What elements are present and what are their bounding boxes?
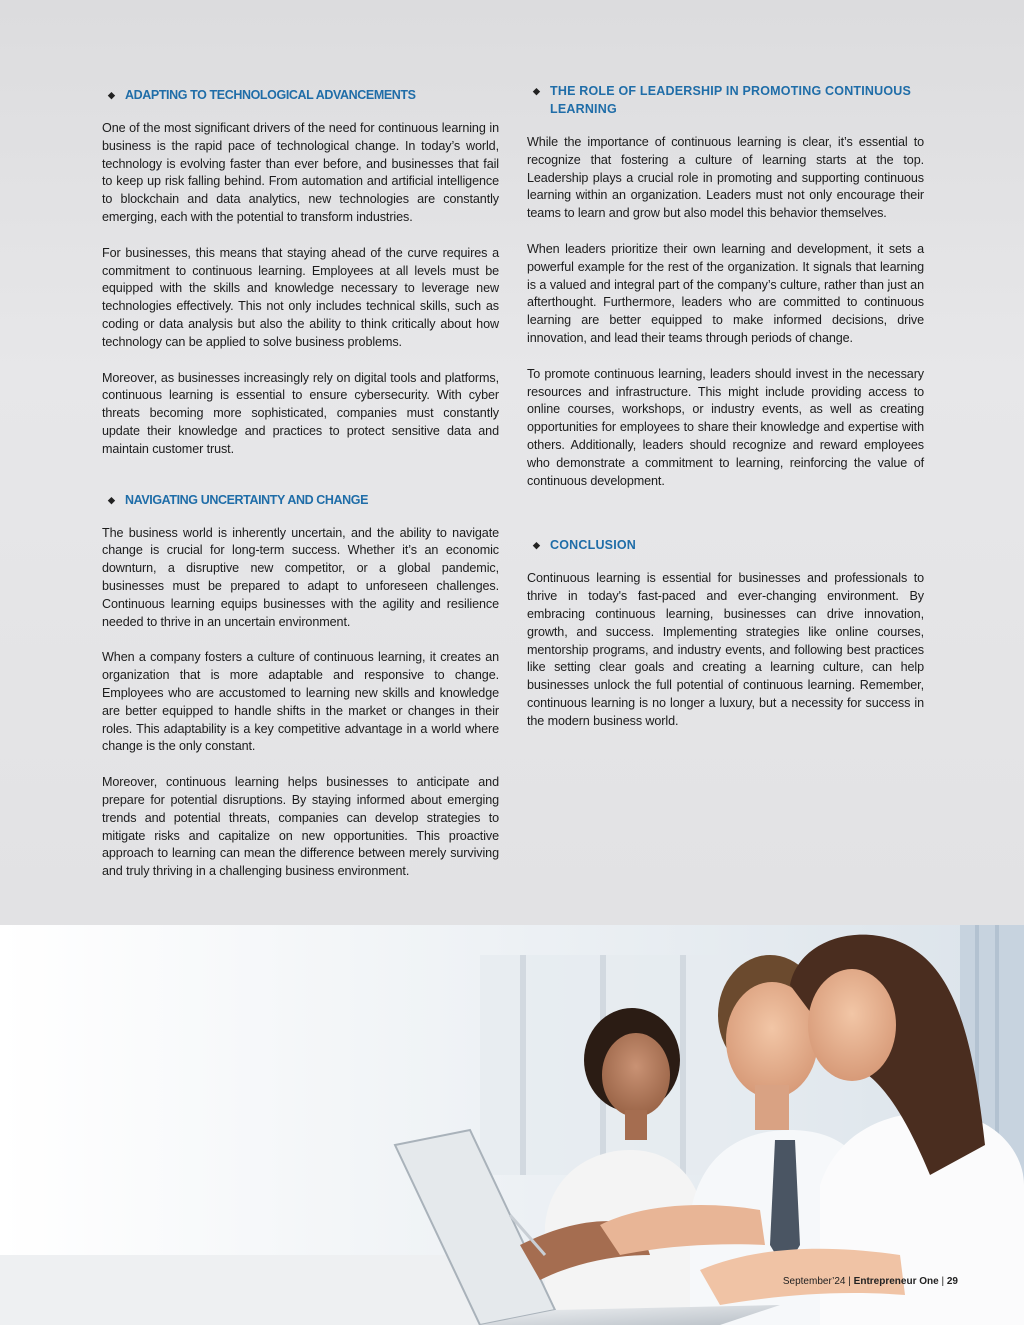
section-heading: [527, 82, 924, 118]
footer-separator: |: [941, 1276, 945, 1287]
bullet-icon: ◆: [108, 90, 115, 100]
paragraph: Moreover, continuous learning helps businesses to anticipate and prepare for potential disruptions. By staying informed about emerging trends and potential threats, companies can develop strategies to mitigate risks and capitalize on new opportunities. This proactive approach to learning can mean the difference between merely surviving and truly thriving in a challenging business environment.: [102, 775, 499, 879]
heading-text: ADAPTING TO TECHNOLOGICAL ADVANCEMENTS: [125, 88, 416, 102]
heading-text: NAVIGATING UNCERTAINTY AND CHANGE: [125, 492, 369, 507]
paragraph: The business world is inherently uncertain, and the ability to navigate change is crucial for long-term success. Whether it’s an economic downturn, a disruptive new competitor, or a global pandemic, businesses must be prepared to adapt to unforeseen challenges. Continuous learning equips businesses with the agility and resilience needed to thrive in an uncertain environment.: [102, 525, 499, 629]
paragraph: For businesses, this means that staying ahead of the curve requires a commitment to continuous learning. Employees at all levels must be equipped with the skills and knowledge necessary to leverage new technologies effectively. This not only includes technical skills, such as coding or data analysis but also the ability to think critically about how technology can be applied to solve business problems.: [102, 245, 499, 349]
magazine-name: Entrepreneur One: [853, 1276, 939, 1287]
paragraph: One of the most significant drivers of the need for continuous learning in business is the rapid pace of technological change. In today’s world, technology is evolving faster than ever before, and businesses that fail to keep up risk falling behind. From automation and artificial intelligence to blockchain and data analytics, new technologies are constantly emerging, each with the potential to transform industries.: [102, 121, 499, 224]
paragraph: When a company fosters a culture of continuous learning, it creates an organization that is more adaptable and responsive to change. Employees who are accustomed to learning new skills and knowledge are better equipped to handle shifts in the market or changes in their roles. This adaptability is a key competitive advantage in a world where change is the only constant.: [102, 650, 499, 754]
page-footer: [783, 1276, 958, 1287]
paragraph: When leaders prioritize their own learning and development, it sets a powerful example for the rest of the organization. It signals that learning is a valued and integral part of the company’s culture, rather than just an afterthought. Furthermore, leaders who are committed to continuous learning are better equipped to make informed decisions, drive innovation, and lead their teams through periods of change.: [527, 241, 924, 345]
right-column: [527, 80, 924, 731]
section-heading: [102, 491, 499, 509]
heading-text: THE ROLE OF LEADERSHIP IN PROMOTING CONTINUOUS LEARNING: [550, 84, 912, 116]
paragraph: Moreover, as businesses increasingly rely on digital tools and platforms, continuous learning is essential to ensure cybersecurity. With cyber threats becoming more sophisticated, companies must constantly update their knowledge and practices to protect sensitive data and maintain customer trust.: [102, 370, 499, 456]
bullet-icon: ◆: [108, 494, 115, 505]
section-heading: [102, 86, 499, 104]
bullet-icon: ◆: [533, 86, 541, 96]
office-team-photo: [0, 925, 1024, 1325]
section-heading: [527, 536, 924, 554]
team-laptop-illustration: [0, 925, 1024, 1325]
paragraph: To promote continuous learning, leaders should invest in the necessary resources and infrastructure. This might include providing access to online courses, workshops, or industry events, as well as creating opportunities for employees to share their knowledge and expertise with others. Additionally, leaders should recognize and reward employees who demonstrate a commitment to learning, reinforcing the value of continuous development.: [527, 366, 924, 488]
heading-text: CONCLUSION: [550, 538, 637, 553]
paragraph: While the importance of continuous learning is clear, it’s essential to recognize that fostering a culture of learning starts at the top. Leadership plays a crucial role in promoting and supporting continuous learning within an organization. Leaders must not only encourage their teams to learn and grow but also model this behavior themselves.: [527, 135, 924, 221]
page-number: 29: [946, 1276, 958, 1287]
bullet-icon: ◆: [533, 540, 541, 551]
issue-date: September’24: [782, 1276, 846, 1287]
left-column: [102, 80, 499, 881]
paragraph: Continuous learning is essential for businesses and professionals to thrive in today's fast-paced and ever-changing environment. By embracing continuous learning, businesses can drive innovation, growth, and success. Implementing strategies like online courses, mentorship programs, and industry events, and following best practices like setting clear goals and creating a learning culture, can help businesses unlock the full potential of continuous learning. Remember, continuous learning is no longer a luxury, but a necessity for success in the modern business world.: [527, 571, 924, 728]
footer-separator: |: [848, 1276, 851, 1287]
